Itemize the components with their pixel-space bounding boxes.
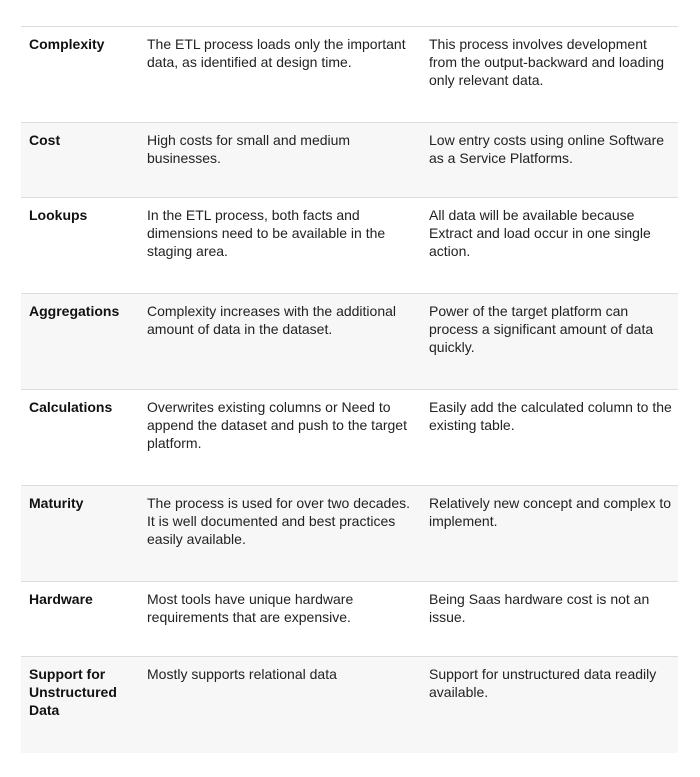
table-row-calculations [21, 390, 678, 486]
comparison-table [21, 26, 678, 753]
table-row-cost [21, 123, 678, 198]
table-row-lookups [21, 198, 678, 294]
row-elt-text: Low entry costs using online Software as a Service Platforms. [429, 132, 665, 166]
row-elt-text: Support for unstructured data readily available. [429, 666, 657, 700]
table-row-maturity [21, 486, 678, 582]
row-elt-text: Easily add the calculated column to the existing table. [429, 399, 672, 433]
row-etl-text: The process is used for over two decades. It is well documented and best practices easily available. [147, 495, 411, 547]
row-feature-label: Hardware [29, 591, 93, 607]
row-elt-text: Being Saas hardware cost is not an issue. [429, 591, 650, 625]
row-etl-text: Complexity increases with the additional amount of data in the dataset. [147, 303, 397, 337]
row-elt-text: All data will be available because Extract and load occur in one single action. [429, 207, 651, 259]
table-row-unstructured-data [21, 657, 678, 753]
row-elt-text: This process involves development from the output-backward and loading only relevant data. [429, 36, 665, 88]
row-feature-label: Support for Unstructured Data [29, 666, 117, 718]
row-etl-text: In the ETL process, both facts and dimensions need to be available in the staging area. [147, 207, 386, 259]
row-elt-text: Power of the target platform can process a significant amount of data quickly. [429, 303, 654, 355]
table-row-aggregations [21, 294, 678, 390]
row-feature-label: Aggregations [29, 303, 120, 319]
row-etl-text: Most tools have unique hardware requirements that are expensive. [147, 591, 354, 625]
row-feature-label: Complexity [29, 36, 105, 52]
row-etl-text: Overwrites existing columns or Need to append the dataset and push to the target platform. [147, 399, 407, 451]
row-feature-label: Lookups [29, 207, 88, 223]
row-feature-label: Maturity [29, 495, 84, 511]
table-row-hardware [21, 582, 678, 657]
row-feature-label: Calculations [29, 399, 113, 415]
row-feature-label: Cost [29, 132, 61, 148]
table-row-complexity [21, 27, 678, 123]
row-etl-text: The ETL process loads only the important data, as identified at design time. [147, 36, 406, 70]
row-etl-text: Mostly supports relational data [147, 666, 337, 682]
row-etl-text: High costs for small and medium businesses. [147, 132, 351, 166]
row-elt-text: Relatively new concept and complex to implement. [429, 495, 672, 529]
